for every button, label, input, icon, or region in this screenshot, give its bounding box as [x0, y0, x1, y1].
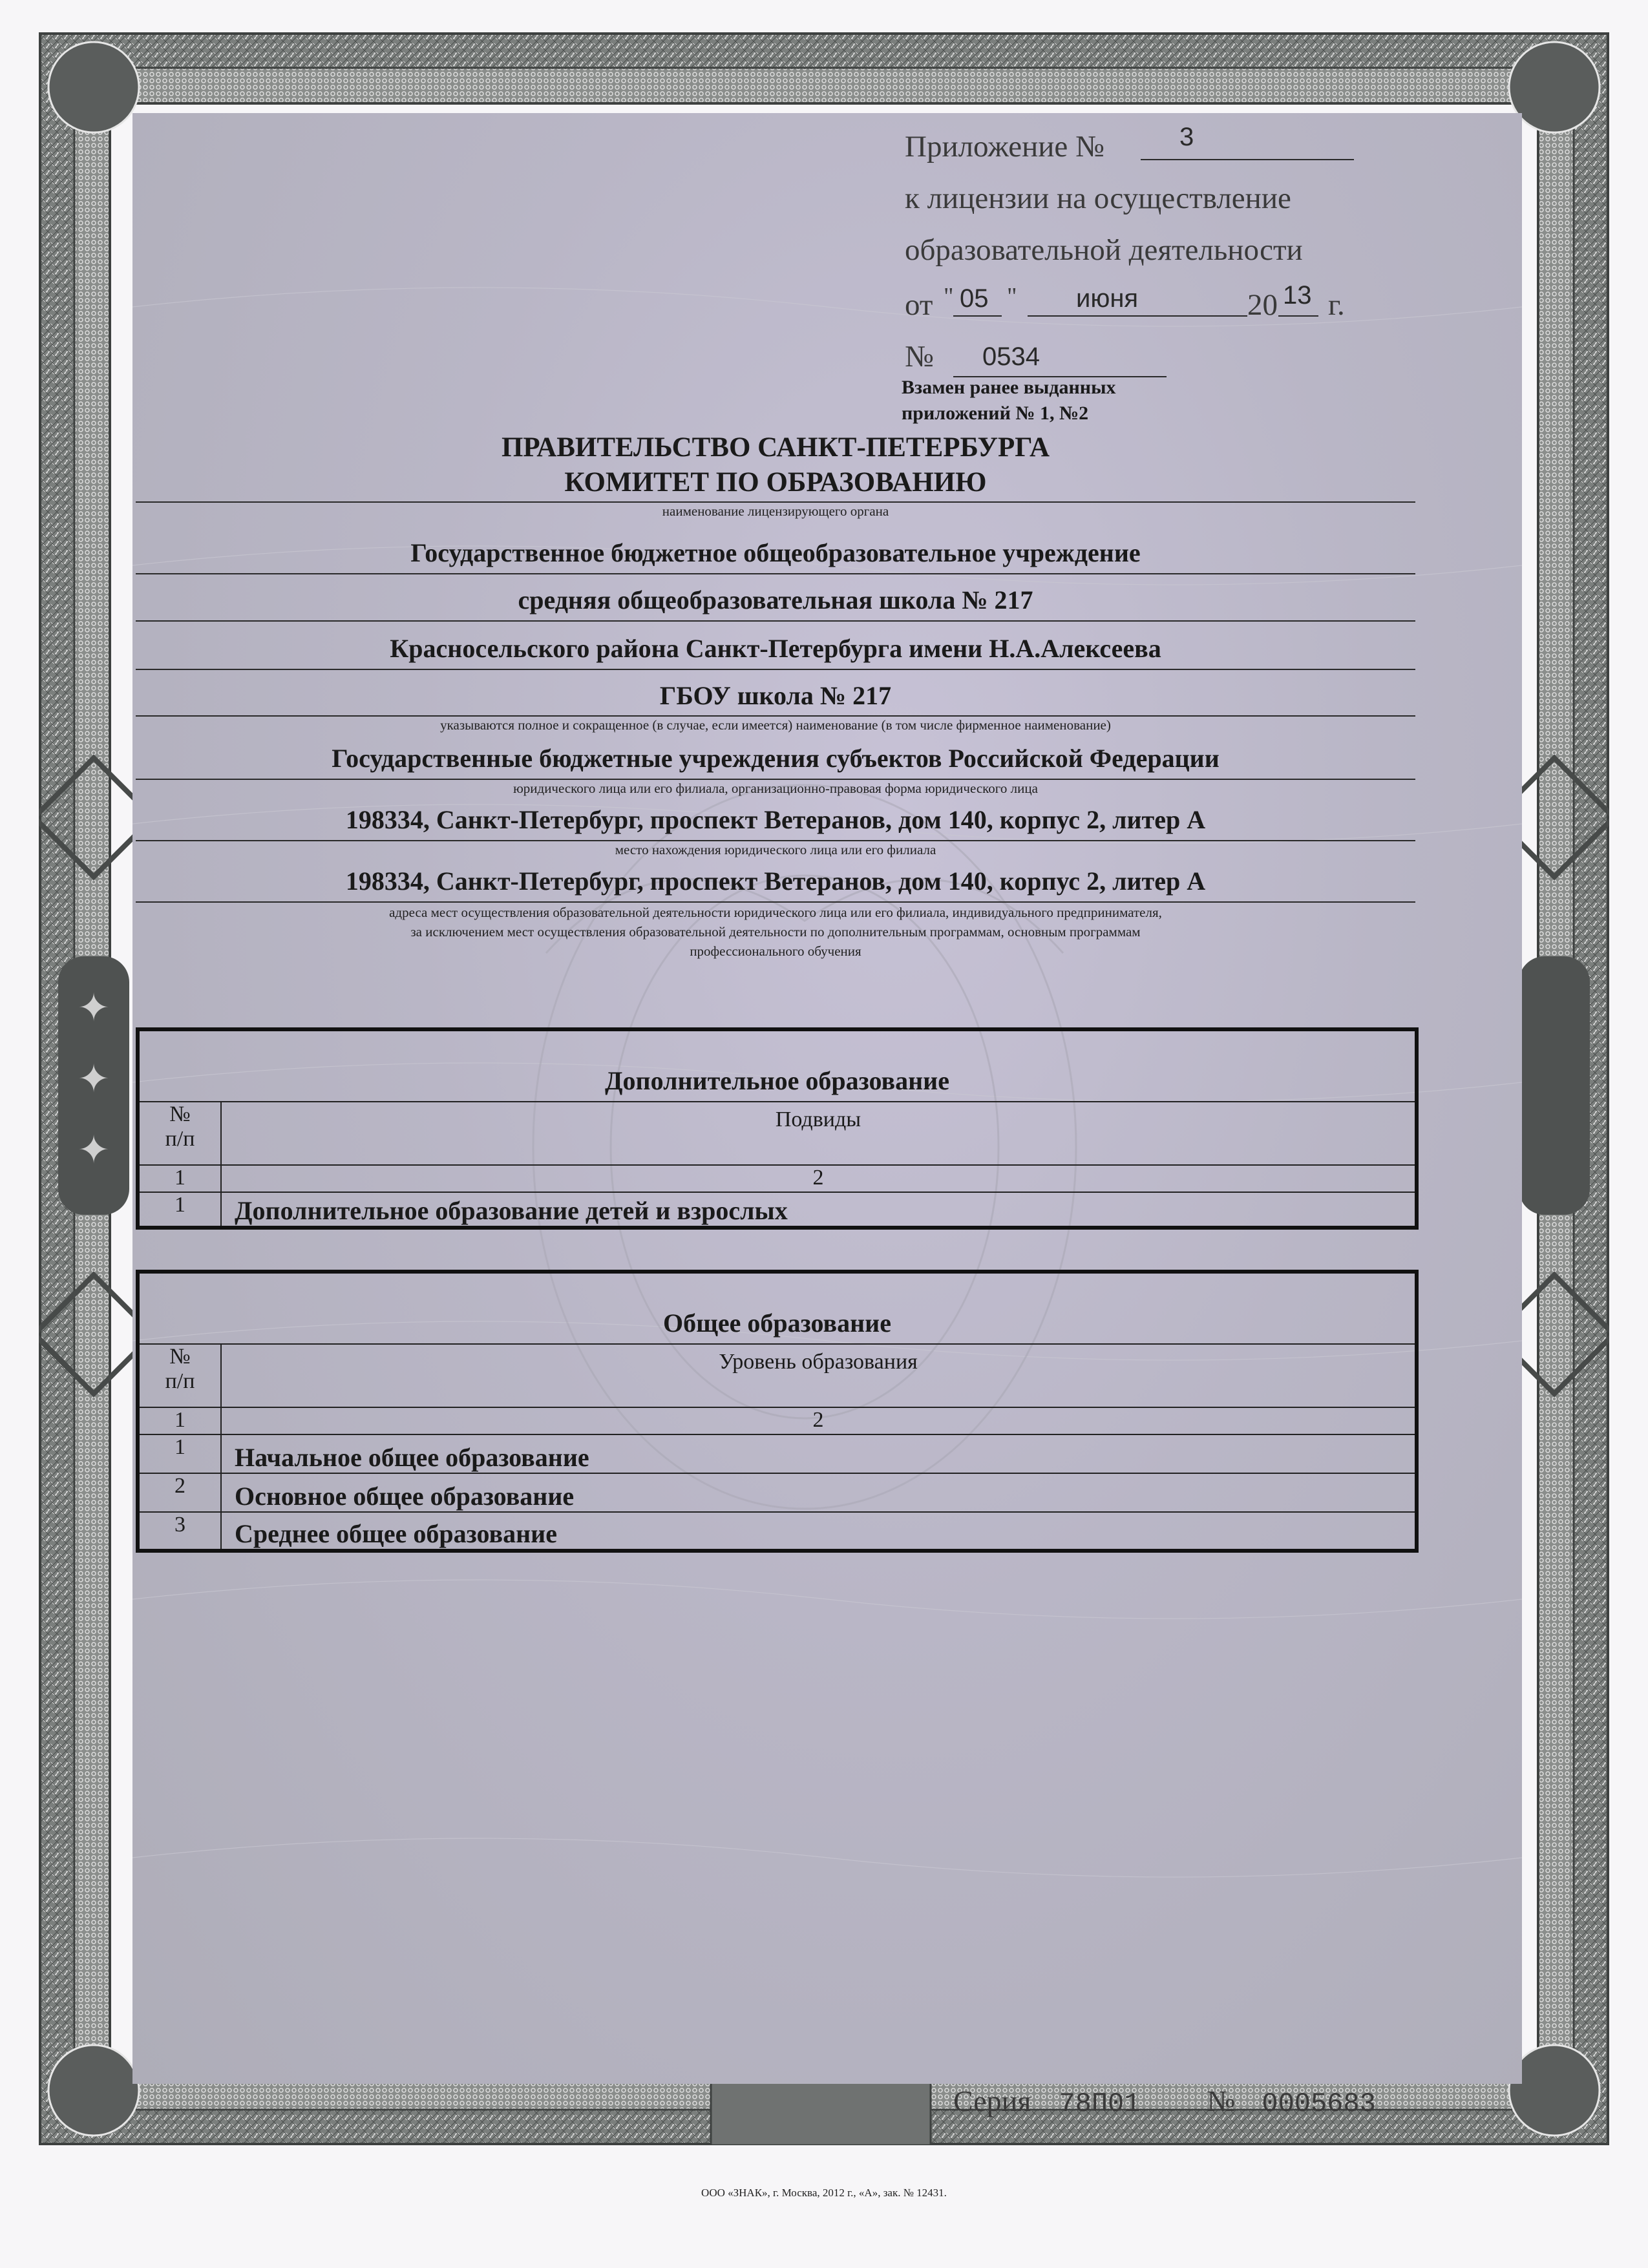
additional-col-num: № п/п — [138, 1102, 221, 1165]
address-caption-2: за исключением мест осуществления образовательной деятельности по дополнительным программам, основным программам — [410, 924, 1141, 940]
general-row-name: Начальное общее образование — [221, 1434, 1417, 1473]
location-underline — [136, 840, 1415, 841]
general-row-name: Среднее общее образование — [221, 1512, 1417, 1551]
license-number-sign: № — [905, 340, 934, 373]
year-underline — [1278, 315, 1318, 317]
general-col-num: № п/п — [138, 1344, 221, 1407]
year-suffix: 13 — [1283, 281, 1312, 310]
svg-text:✦: ✦ — [77, 1058, 111, 1100]
authority-line2: КОМИТЕТ ПО ОБРАЗОВАНИЮ — [564, 467, 987, 498]
org-location: 198334, Санкт-Петербург, проспект Ветеранов, дом 140, корпус 2, литер А — [345, 805, 1206, 834]
annex-line3: образовательной деятельности — [905, 233, 1303, 267]
day-value: 05 — [960, 284, 989, 313]
series-number: 0005683 — [1262, 2088, 1376, 2119]
day-underline — [953, 315, 1002, 317]
org-short-name: ГБОУ школа № 217 — [659, 681, 892, 710]
additional-index-num: 1 — [138, 1165, 221, 1192]
legal-form-caption: юридического лица или его филиала, организационно-правовая форма юридического лица — [513, 781, 1038, 796]
org-line1-underline — [136, 573, 1415, 574]
replaces-line2: приложений № 1, №2 — [902, 403, 1089, 424]
table-row — [138, 1434, 1417, 1473]
address-caption-1: адреса мест осуществления образовательной деятельности юридического лица или его филиала, индивидуального предпринимателя, — [389, 905, 1162, 920]
general-index-num: 1 — [138, 1407, 221, 1434]
quote-close: " — [1007, 283, 1017, 310]
annex-label: Приложение № — [905, 130, 1104, 163]
org-name-line3: Красносельского района Санкт-Петербурга имени Н.А.Алексеева — [390, 634, 1161, 663]
authority-caption: наименование лицензирующего органа — [662, 503, 889, 519]
org-name-caption: указываются полное и сокращенное (в случае, если имеется) наименование (в том числе фирменное наименование) — [440, 717, 1111, 733]
year-prefix: 20 — [1247, 288, 1278, 322]
annex-number: 3 — [1179, 123, 1194, 151]
series-value: 78П01 — [1059, 2088, 1141, 2119]
general-row-num: 3 — [138, 1512, 221, 1551]
table-row — [138, 1512, 1417, 1551]
org-name-line1: Государственное бюджетное общеобразовательное учреждение — [410, 538, 1141, 567]
additional-education-table — [136, 1027, 1419, 1230]
org-name-line2: средняя общеобразовательная школа № 217 — [518, 585, 1033, 614]
org-short-underline — [136, 715, 1415, 717]
month-underline — [1028, 315, 1247, 317]
general-row-num: 1 — [138, 1434, 221, 1473]
table-row — [138, 1473, 1417, 1512]
series-block — [953, 2084, 1376, 2119]
additional-row-name: Дополнительное образование детей и взрослых — [221, 1192, 1417, 1228]
activity-address: 198334, Санкт-Петербург, проспект Ветеранов, дом 140, корпус 2, литер А — [345, 866, 1206, 896]
legal-form-underline — [136, 779, 1415, 780]
series-label: Серия — [953, 2084, 1031, 2117]
replaces-line1: Взамен ранее выданных — [902, 377, 1116, 398]
quote-open: " — [944, 283, 954, 310]
general-table-title: Общее образование — [138, 1272, 1417, 1344]
address-underline — [136, 901, 1415, 903]
additional-index-name: 2 — [221, 1165, 1417, 1192]
address-caption-3: профессионального обучения — [690, 943, 861, 959]
additional-table-title: Дополнительное образование — [138, 1029, 1417, 1102]
general-col-name: Уровень образования — [221, 1344, 1417, 1407]
svg-text:✦: ✦ — [77, 1129, 111, 1171]
printer-imprint: ООО «ЗНАК», г. Москва, 2012 г., «А», зак. № 12431. — [701, 2187, 947, 2199]
org-line2-underline — [136, 620, 1415, 622]
annex-label-line — [905, 129, 1104, 164]
additional-col-name: Подвиды — [221, 1102, 1417, 1165]
general-row-name: Основное общее образование — [221, 1473, 1417, 1512]
org-legal-form: Государственные бюджетные учреждения субъектов Российской Федерации — [332, 744, 1220, 773]
from-label: от — [905, 288, 933, 322]
general-row-num: 2 — [138, 1473, 221, 1512]
month-value: июня — [1076, 284, 1139, 313]
location-caption: место нахождения юридического лица или его филиала — [615, 842, 936, 857]
authority-underline — [136, 501, 1415, 503]
general-education-table — [136, 1270, 1419, 1553]
authority-line1: ПРАВИТЕЛЬСТВО САНКТ-ПЕТЕРБУРГА — [501, 432, 1050, 463]
series-number-sign: № — [1207, 2084, 1236, 2117]
org-line3-underline — [136, 669, 1415, 670]
additional-row-num: 1 — [138, 1192, 221, 1228]
general-index-name: 2 — [221, 1407, 1417, 1434]
annex-line2: к лицензии на осуществление — [905, 182, 1291, 215]
license-number: 0534 — [982, 342, 1040, 371]
svg-text:✦: ✦ — [77, 987, 111, 1029]
table-row — [138, 1192, 1417, 1228]
year-unit: г. — [1328, 288, 1345, 322]
annex-number-underline — [1141, 159, 1354, 160]
